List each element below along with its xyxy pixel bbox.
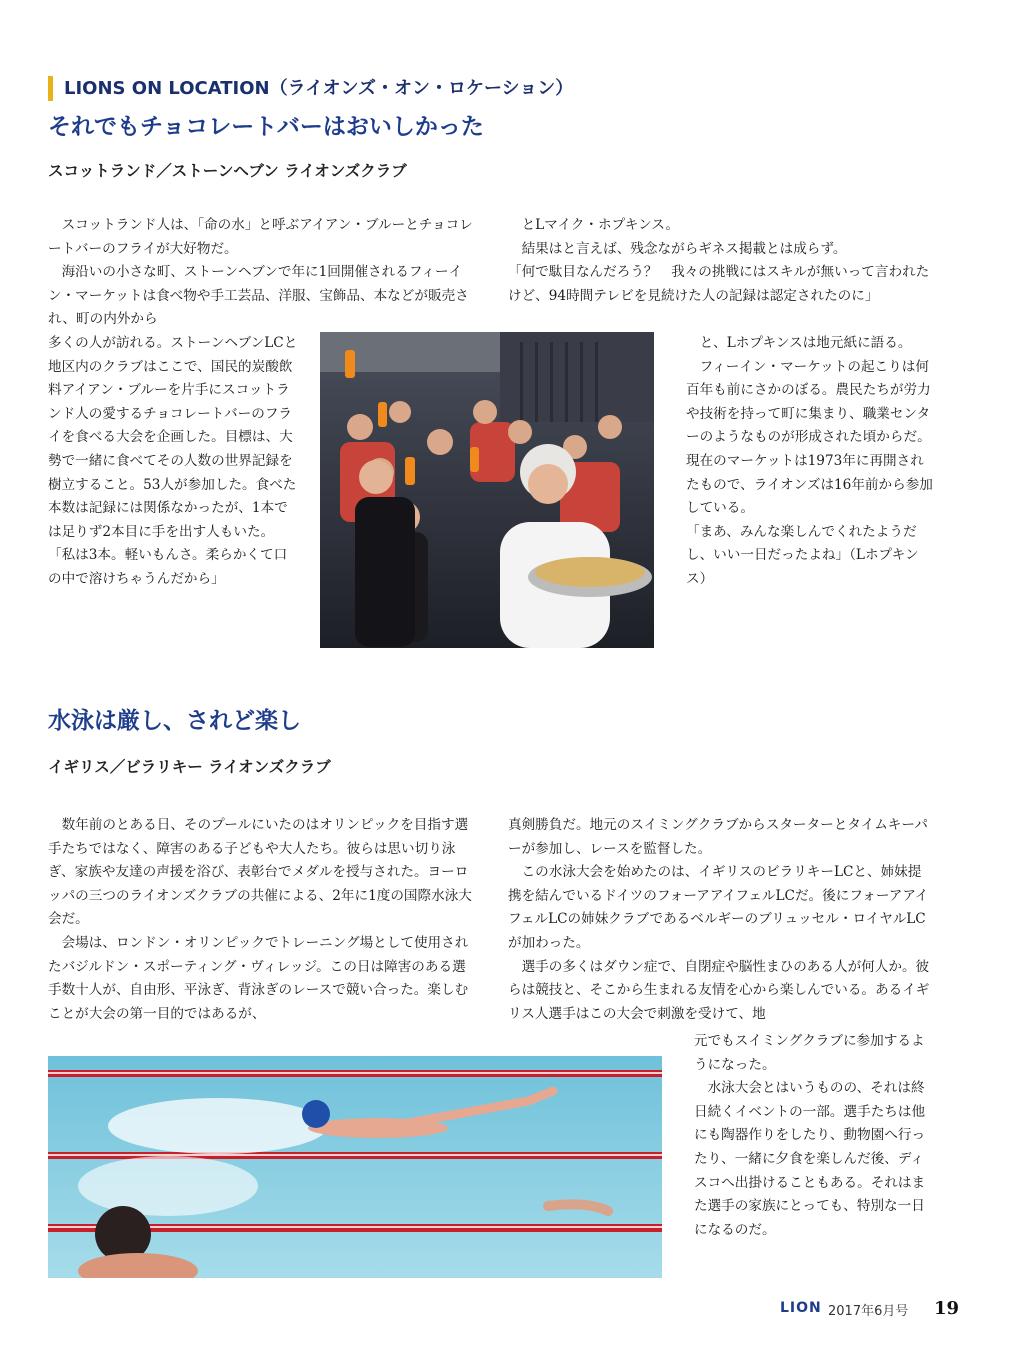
paragraph: 元でもスイミングクラブに参加するようになった。 [694, 1033, 925, 1073]
paragraph: 真剣勝負だ。地元のスイミングクラブからスターターとタイムキーパーが参加し、レースを監督した。 [508, 817, 928, 857]
article2-col2-narrow [694, 1030, 934, 1242]
footer-brand: LION [780, 1300, 822, 1316]
paragraph: 選手の多くはダウン症で、自閉症や脳性まひのある人が何人か。彼らは競技と、そこから生まれる友情を心から楽しんでいる。あるイギリス人選手はこの大会で刺激を受けて、地 [508, 958, 930, 1022]
article1-col1-top [48, 214, 474, 332]
paragraph: この水泳大会を始めたのは、イギリスのビラリキーLCと、姉妹提携を結んでいるドイツのフォーアアイフェルLCだ。後にフォーアアイフェルLCの姉妹クラブであるベルギーのブリュッセル・ロイヤルLCが加わった。 [508, 864, 929, 951]
paragraph: 会場は、ロンドン・オリンピックでトレーニング場として使用されたバジルドン・スポーティング・ヴィレッジ。この日は障害のある選手数十人が、自由形、平泳ぎ、背泳ぎのレースで競い合った。楽しむことが大会の第一目的ではあるが、 [48, 934, 469, 1022]
paragraph: 数年前のとある日、そのプールにいたのはオリンピックを目指す選手たちではなく、障害のある子どもや大人たち。彼らは思い切り泳ぎ、家族や友達の声援を浴び、表彰台でメダルを授与された。ヨーロッパの三つのライオンズクラブの共催による、2年に1度の国際水泳大会だ。 [48, 817, 472, 928]
article2-col2-top [508, 814, 934, 1026]
paragraph: 多くの人が訪れる。ストーンヘブンLCと地区内のクラブはここで、国民的炭酸飲料アイアン・ブルーを片手にスコットランド人の愛するチョコレートバーのフライを食べる大会を企画した。目標は、大勢で一緒に食べてその人数の世界記録を樹立すること。53人が参加した。食べた本数は記録には関係なかったが、1本では足りず2本目に手を出す人もいた。 [48, 335, 298, 540]
article2-title: 水泳は厳し、されど楽し [48, 708, 301, 734]
paragraph: スコットランド人は、「命の水」と呼ぶアイアン・ブルーとチョコレートバーのフライが大好物だ。 [48, 217, 473, 257]
article1-col2-top [508, 214, 934, 308]
section-accent-bar [48, 76, 53, 101]
article2-col1 [48, 814, 474, 1026]
article1-col2-narrow [686, 332, 936, 592]
paragraph: と、Lホプキンスは地元紙に語る。 [699, 335, 912, 351]
paragraph: フィーイン・マーケットの起こりは何百年も前にさかのぼる。農民たちが労力や技術を持って町に集まり、職業センターのようなものが形成された頃からだ。現在のマーケットは1973年に再開されたもので、ライオンズは16年前から参加している。 [686, 358, 933, 517]
footer-issue-date: 2017年6月号 [828, 1304, 909, 1319]
article2-subtitle: イギリス／ビラリキー ライオンズクラブ [48, 758, 331, 776]
swimming-pool-photo [48, 1056, 662, 1278]
paragraph: 海沿いの小さな町、ストーンヘブンで年に1回開催されるフィーイン・マーケットは食べ物や手工芸品、洋服、宝飾品、本などが販売され、町の内外から [48, 264, 469, 328]
quote: 「私は3本。軽いもんさ。柔らかくて口の中で溶けちゃうんだから」 [48, 547, 288, 587]
article1-title: それでもチョコレートバーはおいしかった [48, 114, 484, 140]
article1-col1-narrow [48, 332, 298, 592]
quote: 「何で駄目なんだろう？ 我々の挑戦にはスキルが無いって言われたけど、94時間テレビを見続けた人の記録は認定されたのに」 [508, 264, 930, 304]
article1-subtitle: スコットランド／ストーンヘブン ライオンズクラブ [48, 162, 407, 180]
chocolate-event-photo [320, 332, 654, 648]
quote: 「まあ、みんな楽しんでくれたようだし、いい一日だったよね」（Lホプキンス） [686, 523, 919, 587]
section-header: LIONS ON LOCATION（ライオンズ・オン・ロケーション） [64, 78, 574, 99]
paragraph: とLマイク・ホプキンス。 [521, 217, 679, 233]
crowd-photo-illustration [320, 332, 654, 648]
page-number: 19 [934, 1298, 960, 1319]
pool-photo-illustration [48, 1056, 662, 1278]
paragraph: 結果はと言えば、残念ながらギネス掲載とは成らず。 [521, 240, 847, 257]
paragraph: 水泳大会とはいうものの、それは終日続くイベントの一部。選手たちは他にも陶器作りをしたり、動物園へ行ったり、一緒に夕食を楽しんだ後、ディスコへ出掛けることもある。それはまた選手の家族にとっても、特別な一日になるのだ。 [694, 1080, 926, 1238]
